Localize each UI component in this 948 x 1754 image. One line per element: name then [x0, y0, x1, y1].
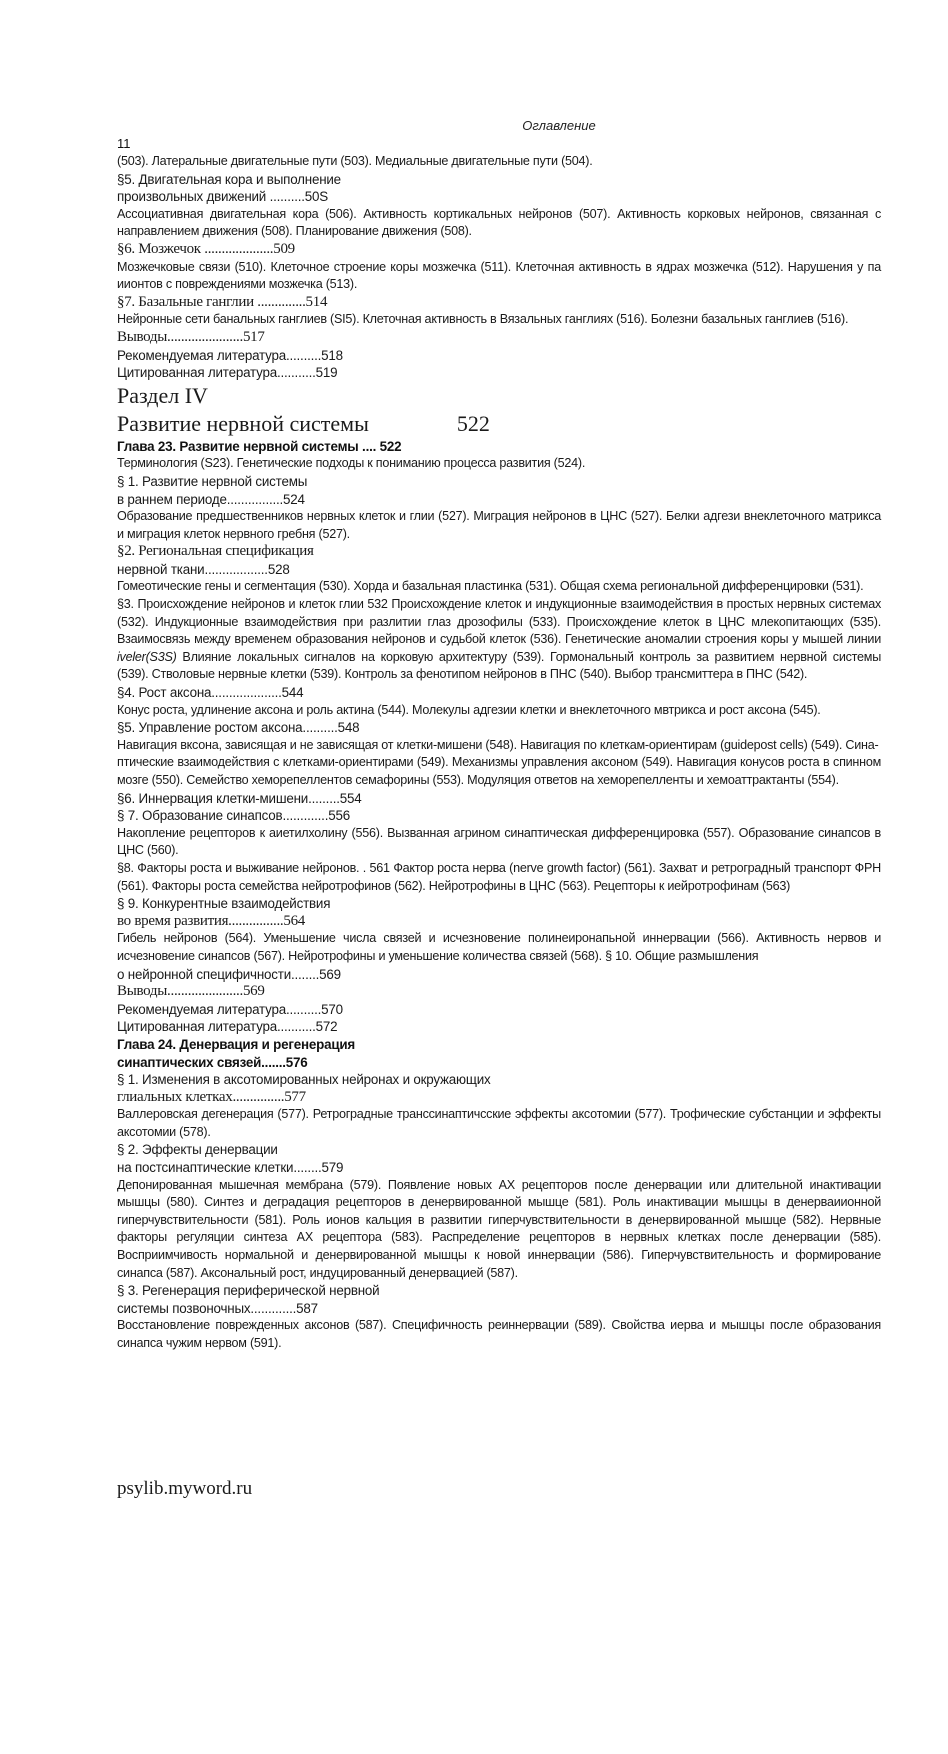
- toc-section: §2. Региональная спецификация: [117, 543, 314, 560]
- table-of-contents-page: [117, 117, 881, 1353]
- toc-chapter: Глава 24. Денервация и регенерация: [117, 1036, 356, 1052]
- toc-description: Мозжечковые связи (510). Клеточное строение коры мозжечка (511). Клеточная активность в ядрах мозжечка (512). Нарушения у па иионтов с повреждениями мозжечка (513).: [117, 259, 881, 292]
- toc-section: Цитированная литература...........572: [117, 1019, 338, 1035]
- toc-description: птические взаимодействия с клетками-ориентирами (549). Механизмы управления аксоном (549). Навигация конусов роста в спинном мозге (550). Семейство хеморепеллентов семафорины (553). Модуляция ответов на хеморепелленты и хемоаттрактанты (554).: [117, 755, 881, 787]
- toc-part-heading: Раздел IV: [117, 382, 208, 408]
- toc-section: Цитированная литература...........519: [117, 365, 338, 381]
- text-segment: Влияние локальных сигналов на корковую архитектуру (539). Гормональный контроль за развитием нервной системы (539). Стволовые нервные клетки (539). Контроль за фенотипом нейронов в ПНС (540). Выбор трансмиттера в ПНС (542).: [117, 649, 881, 682]
- page-number: 11: [117, 136, 131, 151]
- toc-section: §5. Управление ростом аксона..........548: [117, 720, 360, 736]
- toc-description: Гибель нейронов (564). Уменьшение числа связей и исчезновение полинеиронапьной иннервации (566). Активность нервов и исчезновение синапсов (567). Нейротрофины и уменьшение количества связей (568). § 10. Общие размышления: [117, 931, 881, 963]
- toc-entries: [117, 153, 881, 1353]
- toc-description: Навигация вксона, зависящая и не зависящая от клетки-мишени (548). Навигация по клеткам-ориентирам (guidepost cells) (549). Сина-: [117, 737, 879, 752]
- toc-description: Нейронные сети банальных ганглиев (SI5). Клеточная активность в Вязальных ганглиях (516). Болезни базальных ганглиев (516).: [117, 312, 849, 327]
- toc-section: §6. Иннервация клетки-мишени.........554: [117, 790, 362, 806]
- toc-section: произвольных движений ..........50S: [117, 189, 329, 205]
- toc-section: на постсинаптические клетки........579: [117, 1160, 344, 1176]
- toc-chapter: синаптических связей.......576: [117, 1054, 308, 1070]
- text-segment: §3. Происхождение нейронов и клеток глии 532 Происхождение клеток и индукционные взаимодействия в простых нервных системах (532). Индукционные взаимодействия при разлитии глаз дрозофилы (533). Происхождение клеток в ЦНС млекопитающих (535). Взаимосвязь между временем образования нейронов и судьбой клеток (536). Генетические аномалии строения коры у мышей линии: [117, 597, 881, 647]
- toc-description: Конус роста, удлинение аксона и роль актина (544). Молекулы адгезии клетки и внеклеточного мвтрикса и рост аксона (545).: [117, 702, 821, 717]
- toc-section: Рекомендуемая литература..........518: [117, 347, 343, 363]
- toc-section: Выводы......................569: [117, 983, 265, 1000]
- toc-description: Образование предшественников нервных клеток и глии (527). Миграция нейронов в ЦНС (527). Белки адгези внеклеточного матрикса и миграция клеток нервного гребня (527).: [117, 509, 881, 541]
- toc-description: §8. Факторы роста и выживание нейронов. . 561 Фактор роста нерва (nerve growth factor) (561). Захват и ретроградный транспорт ФРН (561). Факторы роста семейства нейротрофинов (562). Нейротрофины в ЦНС (563). Рецепторы к иейротрофинам (563): [117, 860, 881, 893]
- toc-description: Накопление рецепторов к аиетилхолину (556). Вызванная агрином синаптическая дифференцировка (557). Образование синапсов в ЦНС (560).: [117, 825, 881, 858]
- toc-section: Рекомендуемая литература..........570: [117, 1001, 343, 1017]
- toc-description: (503). Латеральные двигательные пути (503). Медиальные двигательные пути (504).: [117, 154, 593, 168]
- toc-section: в раннем периоде................524: [117, 491, 305, 507]
- toc-section: Выводы......................517: [117, 328, 265, 345]
- toc-section: во время развития................564: [117, 912, 305, 929]
- toc-section: § 1. Развитие нервной системы: [117, 473, 308, 489]
- toc-description: Терминология (S23). Генетические подходы к пониманию процесса развития (524).: [117, 456, 586, 471]
- toc-section: нервной ткани..................528: [117, 561, 290, 577]
- toc-section: глиальных клетках...............577: [117, 1088, 306, 1105]
- toc-section: § 7. Образование синапсов.............556: [117, 808, 350, 824]
- toc-description: Депонированная мышечная мембрана (579). Появление новых АХ рецепторов после денервации или длительной инактивации мышцы (580). Синтез и деградация рецепторов в денервированной мышце (581). Роль инактивации мышцы в денерваиионной гиперчувствительности (581). Роль ионов кальция в развитии гиперчувствительности в денервированной мышце (582). Нервные факторы регуляции синтеза АХ рецептора (583). Распределение рецепторов в нервных клетках после денервации (585). Восприимчивость нормальной и денервированной мышцы к новой иннервации (586). Гиперчувствительность и формирование синапса (587). Аксональный рост, индуцированный денервацией (587).: [117, 1177, 881, 1280]
- toc-description: Восстановление поврежденных аксонов (587). Специфичность реиннервации (589). Свойства иерва и мышцы после образования синапса чужим нервом (591).: [117, 1318, 881, 1350]
- toc-section: § 2. Эффекты денервации: [117, 1142, 278, 1158]
- toc-section: о нейронной специфичности........569: [117, 966, 341, 982]
- toc-chapter: Глава 23. Развитие нервной системы .... 522: [117, 438, 402, 454]
- toc-section: § 9. Конкурентные взаимодействия: [117, 896, 331, 912]
- toc-section: системы позвоночных.............587: [117, 1300, 318, 1316]
- toc-description: Ассоциативная двигательная кора (506). Активность кортикальных нейронов (507). Активность корковых нейронов, связанная с направлением движения (508). Планирование движения (508).: [117, 206, 881, 239]
- toc-description: Валлеровская дегенерация (577). Ретроградные транссинаптичсские эффекты аксотомии (577). Трофические субстанции и эффекты аксотомии (578).: [117, 1107, 881, 1139]
- toc-part-heading: Развитие нервной системы 522: [117, 410, 490, 436]
- toc-section: §7. Базальные ганглии ..............514: [117, 293, 328, 310]
- toc-section: §6. Мозжечок ....................509: [117, 240, 295, 257]
- toc-description: Гомеотические гены и сегментация (530). Хорда и базальная пластинка (531). Общая схема региональной дифференцировки (531).: [117, 579, 864, 594]
- toc-section: § 1. Изменения в аксотомированных нейронах и окружающих: [117, 1072, 491, 1088]
- toc-section: §5. Двигательная кора и выполнение: [117, 171, 341, 187]
- site-footer: psylib.myword.ru: [117, 1478, 253, 1499]
- italic-term: iveler(S3S): [117, 649, 177, 664]
- toc-section: § 3. Регенерация периферической нервной: [117, 1283, 380, 1299]
- toc-description: [117, 596, 881, 684]
- running-header: Оглавление: [522, 118, 596, 133]
- toc-section: §4. Рост аксона....................544: [117, 685, 304, 701]
